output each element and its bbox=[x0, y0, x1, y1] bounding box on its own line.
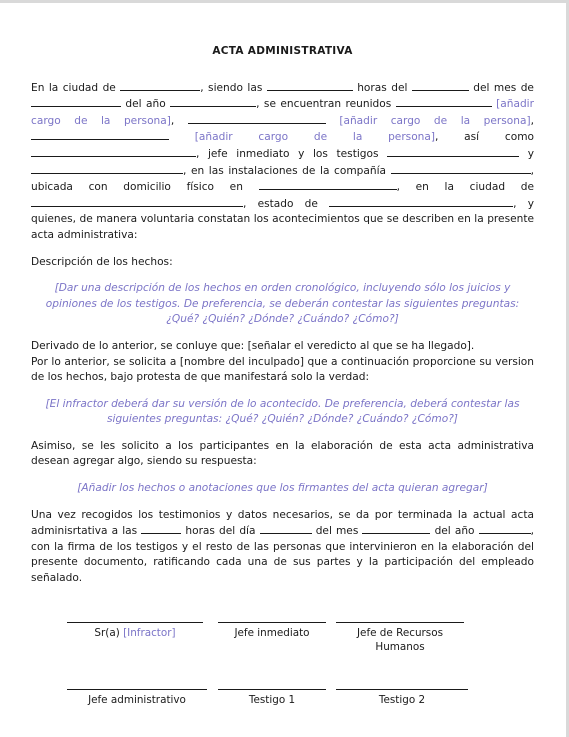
person-1-field[interactable] bbox=[396, 96, 492, 107]
signature-label: Testigo 2 bbox=[378, 694, 426, 706]
closing-text: horas del día bbox=[185, 525, 256, 538]
version-placeholder[interactable]: [El infractor deberá dar su versión de lo acontecido. De preferencia, deberá contestar las siguientes preguntas: ¿Qué? ¿Quién? ¿Dónde? ¿Cuándo? ¿Cómo?] bbox=[45, 397, 520, 426]
signature-label: Jefe de Recursos Humanos bbox=[356, 627, 443, 653]
person-3-field[interactable] bbox=[31, 129, 169, 140]
signature-infractor bbox=[67, 622, 203, 640]
placeholder-cargo-3[interactable]: [añadir cargo de la persona] bbox=[194, 131, 436, 144]
document-title: ACTA ADMINISTRATIVA bbox=[212, 45, 353, 57]
placeholder-cargo-1[interactable]: [añadir cargo de la persona] bbox=[31, 98, 534, 127]
signature-label: Testigo 1 bbox=[248, 694, 296, 706]
signature-line[interactable] bbox=[336, 689, 468, 690]
intro-text: , estado de bbox=[243, 197, 318, 210]
spacer bbox=[31, 270, 534, 281]
signature-line[interactable] bbox=[336, 622, 464, 623]
intro-text: , siendo las bbox=[200, 81, 263, 94]
spacer bbox=[31, 470, 534, 481]
additions-placeholder[interactable]: [Añadir los hechos o anotaciones que los firmantes del acta quieran agregar] bbox=[77, 482, 488, 495]
month-field[interactable] bbox=[31, 96, 121, 107]
state-field[interactable] bbox=[329, 196, 513, 207]
description-placeholder[interactable]: [Dar una descripción de los hechos en orden cronológico, incluyendo sólo los juicios y opiniones de los testigos. De preferencia, se deberán contestar las siguientes preguntas: ¿Qué? ¿Quién? ¿Dónde? ¿Cuándo? ¿Cómo?] bbox=[45, 282, 520, 326]
jefe-inmediato-field[interactable] bbox=[31, 146, 196, 157]
signature-label: Jefe administrativo bbox=[88, 694, 186, 706]
signature-recursos-humanos bbox=[336, 622, 464, 654]
intro-paragraph bbox=[31, 80, 534, 244]
intro-text: horas del bbox=[357, 81, 408, 94]
page-top-edge bbox=[0, 0, 569, 3]
day-field[interactable] bbox=[412, 80, 469, 91]
spacer bbox=[31, 328, 534, 339]
intro-text: , bbox=[530, 164, 534, 177]
signature-testigo-2 bbox=[336, 689, 468, 707]
intro-text: , así como bbox=[435, 131, 534, 144]
spacer bbox=[31, 428, 534, 439]
conclusion-text: Derivado de lo anterior, se conluye que: [señalar el veredicto al que se ha llegado]. bbox=[31, 339, 475, 352]
intro-text: En la ciudad de bbox=[31, 81, 116, 94]
person-2-field[interactable] bbox=[188, 113, 326, 124]
closing-paragraph bbox=[31, 508, 534, 587]
spacer bbox=[31, 497, 534, 508]
signature-label: Sr(a) bbox=[94, 627, 124, 639]
placeholder-cargo-2[interactable]: [añadir cargo de la persona] bbox=[339, 114, 531, 127]
city-field[interactable] bbox=[120, 80, 200, 91]
hour-field[interactable] bbox=[267, 80, 353, 91]
closing-text: , con la firma de los testigos y el resto de las personas que intervinieron en la elaboración del presente documento, ratificando cada una de sus partes y la participación del empleado señalado. bbox=[31, 525, 535, 585]
intro-text: , bbox=[530, 114, 534, 127]
closing-text: Una vez recogidos los testimonios y datos necesarios, se da por terminada la actual acta adminisrtativa a las bbox=[31, 508, 534, 538]
intro-text: , y quienes, de manera voluntaria constatan los acontecimientos que se describen en la presente acta administrativa: bbox=[31, 197, 534, 241]
closing-day-field[interactable] bbox=[260, 523, 312, 534]
closing-text: del mes bbox=[315, 525, 359, 538]
intro-text: , bbox=[170, 114, 175, 127]
signature-testigo-1 bbox=[218, 689, 326, 707]
intro-text: del mes de bbox=[473, 81, 534, 94]
signature-line[interactable] bbox=[218, 622, 326, 623]
intro-text: , se encuentran reunidos bbox=[256, 98, 392, 111]
closing-year-field[interactable] bbox=[479, 523, 531, 534]
description-heading: Descripción de los hechos: bbox=[31, 255, 173, 268]
company-field[interactable] bbox=[391, 163, 531, 174]
closing-month-field[interactable] bbox=[362, 523, 430, 534]
testigo-2-field[interactable] bbox=[31, 163, 183, 174]
signature-line[interactable] bbox=[67, 689, 207, 690]
document-page bbox=[31, 44, 534, 587]
infractor-placeholder[interactable]: [Infractor] bbox=[123, 627, 176, 639]
city-2-field[interactable] bbox=[31, 196, 243, 207]
address-field[interactable] bbox=[259, 179, 397, 190]
spacer bbox=[31, 244, 534, 255]
signature-jefe-inmediato bbox=[218, 622, 326, 640]
year-field[interactable] bbox=[170, 96, 256, 107]
intro-text: ubicada con domicilio físico en bbox=[31, 181, 243, 194]
testigo-1-field[interactable] bbox=[387, 146, 519, 157]
intro-text: y bbox=[527, 147, 534, 160]
intro-text: , en la ciudad de bbox=[396, 181, 535, 194]
signature-jefe-administrativo bbox=[67, 689, 207, 707]
invite-text: Asimiso, se les solicito a los participantes en la elaboración de esta acta administrativa desean agregar algo, siendo su respuesta: bbox=[31, 439, 534, 468]
signature-line[interactable] bbox=[67, 622, 203, 623]
signature-label: Jefe inmediato bbox=[234, 627, 310, 639]
request-text: Por lo anterior, se solicita a [nombre del inculpado] que a continuación proporcione su version de los hechos, bajo protesta de que manifestará solo la verdad: bbox=[31, 355, 534, 384]
intro-text: del año bbox=[125, 98, 166, 111]
closing-hour-field[interactable] bbox=[141, 523, 181, 534]
signature-line[interactable] bbox=[218, 689, 326, 690]
spacer bbox=[31, 386, 534, 397]
closing-text: del año bbox=[434, 525, 475, 538]
intro-text: , jefe inmediato y los testigos bbox=[196, 147, 379, 160]
intro-text: , en las instalaciones de la compañía bbox=[183, 164, 387, 177]
